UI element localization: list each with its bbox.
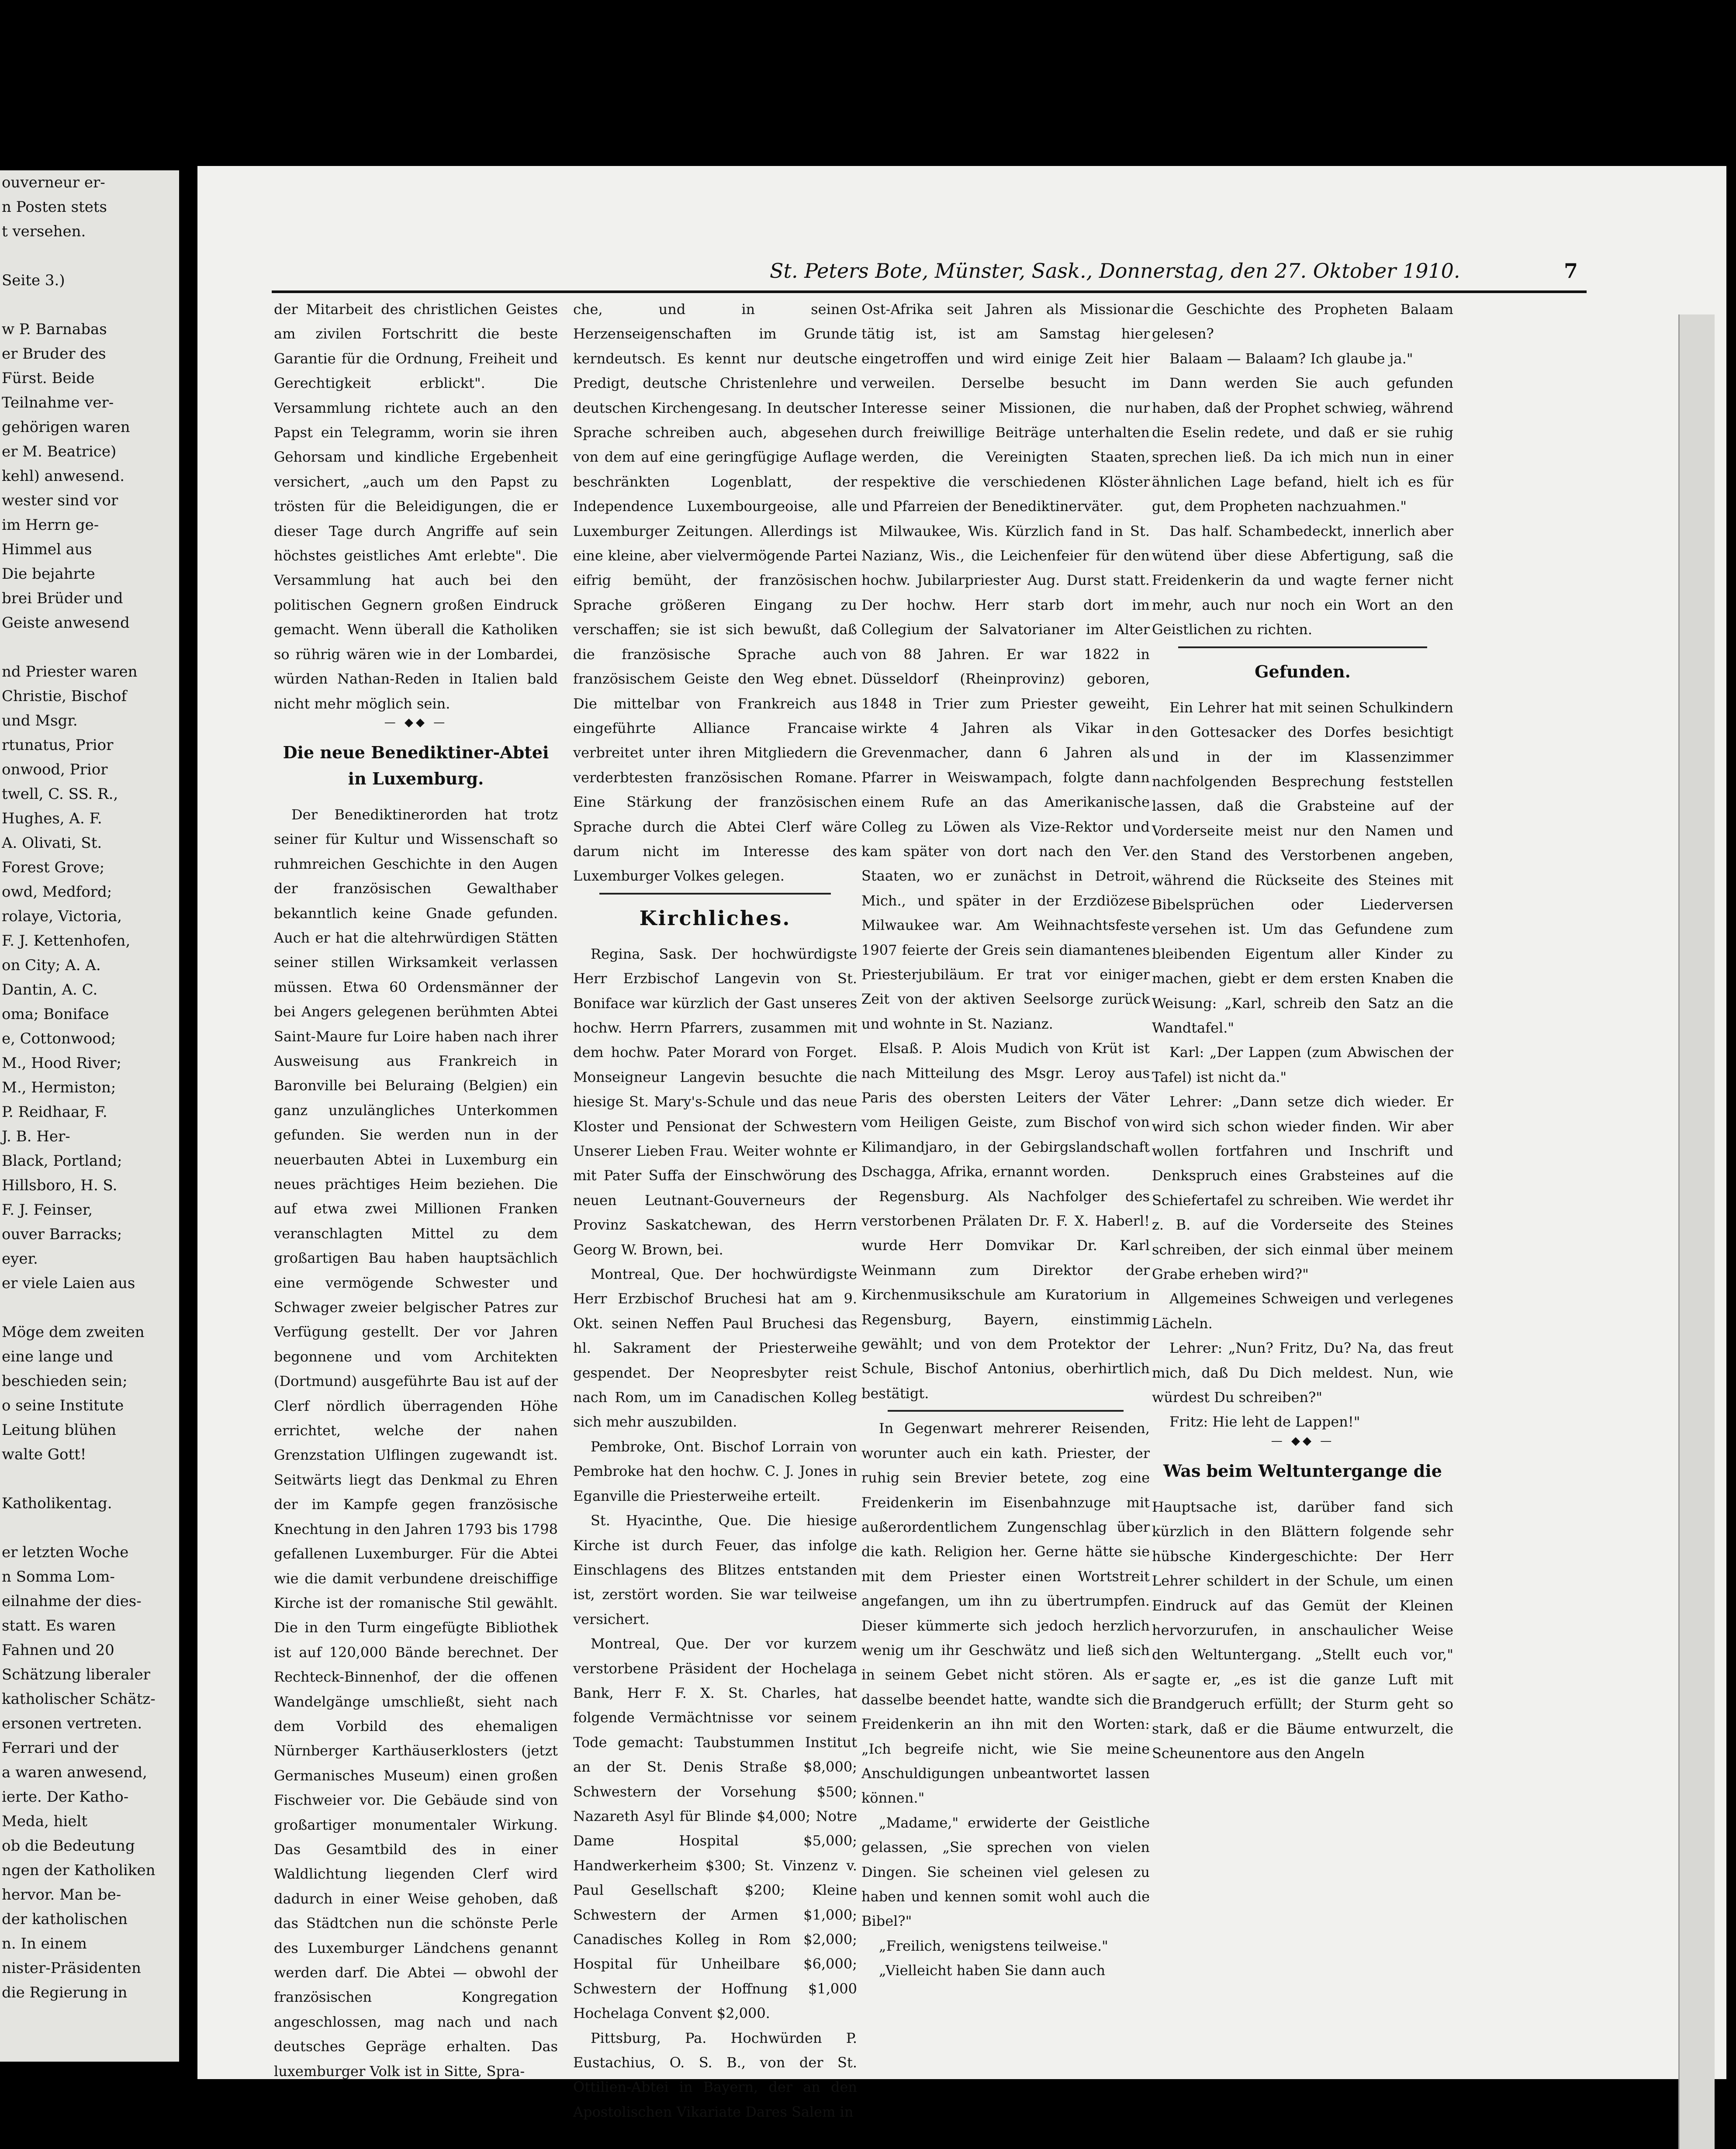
left-page-line: n Posten stets <box>2 198 107 216</box>
left-page-line: Seite 3.) <box>2 272 65 289</box>
news-item-pittsburg-cont: Ost-Afrika seit Jahren als Missionar tätig ist, ist am Samstag hier eingetroffen und wird einige Zeit hier verweilen. Derselbe besucht im Interesse seiner Missionen, die nur durch freiwillige Beiträge unterhalten werden, die Vereinigten Staaten, respektive die verschiedenen Klöster und Pfarreien der Benediktinerväter. <box>861 301 1150 515</box>
left-page-line <box>2 635 176 660</box>
story-paragraph: Allgemeines Schweigen und verlegenes Lächeln. <box>1152 1290 1453 1332</box>
left-page-line: Fahnen und 20 <box>2 1641 114 1659</box>
news-item-montreal-bequest: Montreal, Que. Der vor kurzem verstorbene Präsident der Hochelaga Bank, Herr F. X. St. Charles, hat folgende Vermächtnisse vor seinem Tode gemacht: Taubstummen Institut an der St. Denis Straße $8,000; Schwestern der Vorsehung $500; Nazareth Asyl für Blinde $4,000; Notre Dame Hospital $5,000; Handwerkerheim $300; St. Vinzenz v. Paul Gesellschaft $200; Kleine Schwestern der Armen $1,000; Canadisches Kolleg in Rom $2,000; Hospital für Unheilbare $6,000; Schwestern der Hoffnung $1,000 Hochelaga Convent $2,000. <box>573 1635 857 2022</box>
left-page-line: owd, Medford; <box>2 883 112 901</box>
left-page-line: Ferrari und der <box>2 1739 119 1757</box>
left-page-line: die Regierung in <box>2 1984 128 2001</box>
left-page-line: ouverneur er- <box>2 174 105 191</box>
left-page-line: ersonen vertreten. <box>2 1715 142 1732</box>
article-heading-weltuntergang: Was beim Weltuntergange die <box>1163 1461 1442 1481</box>
ornament-divider: — ◆◆ — <box>384 715 448 729</box>
left-page-line: rolaye, Victoria, <box>2 908 122 925</box>
column-2 <box>573 297 857 2124</box>
column-1 <box>274 297 558 2083</box>
left-page-line: t versehen. <box>2 223 86 240</box>
left-page-line: und Msgr. <box>2 712 78 729</box>
anecdote-paragraph: „Vielleicht haben Sie dann auch <box>879 1962 1106 1979</box>
left-page-line: Hillsboro, H. S. <box>2 1177 118 1194</box>
left-page-line: eilnahme der dies- <box>2 1593 142 1610</box>
left-page-line: on City; A. A. <box>2 957 101 974</box>
divider-rule <box>1178 646 1427 648</box>
left-page-line: nd Priester waren <box>2 663 138 681</box>
left-page-line: M., Hermiston; <box>2 1079 116 1096</box>
left-page-line: e, Cottonwood; <box>2 1030 116 1047</box>
left-page-line: a waren anwesend, <box>2 1764 147 1781</box>
left-page-line: n. In einem <box>2 1935 87 1952</box>
left-page-line: oma; Boniface <box>2 1005 109 1023</box>
left-page-line: Forest Grove; <box>2 859 105 876</box>
anecdote-paragraph: „Freilich, wenigstens teilweise." <box>879 1937 1108 1954</box>
newspaper-page <box>197 166 1726 2120</box>
news-item-elsass: Elsaß. P. Alois Mudich von Krüt ist nach Mitteilung des Msgr. Leroy aus Paris des obersten Leiters der Väter vom Heiligen Geiste, zum Bischof von Kilimandjaro, in der Gebirgslandschaft Dschagga, Afrika, ernannt worden. <box>861 1040 1150 1180</box>
page-number: 7 <box>1563 259 1578 283</box>
news-item-st-hyacinthe: St. Hyacinthe, Que. Die hiesige Kirche ist durch Feuer, das infolge Einschlagens des Blitzes entstanden ist, zerstört worden. Sie war teilweise versichert. <box>573 1512 857 1627</box>
left-page-line: Möge dem zweiten <box>2 1323 145 1341</box>
anecdote-cont: die Geschichte des Propheten Balaam gelesen? <box>1152 301 1453 342</box>
anecdote-paragraph: Balaam — Balaam? Ich glaube ja." <box>1169 350 1413 367</box>
anecdote-paragraph: Dann werden Sie auch gefunden haben, daß der Prophet schwieg, während die Eselin redete, und daß er sie ruhig sprechen ließ. Da ich mich nun in einer ähnlichen Lage befand, hielt ich es für gut, dem Propheten nachzuahmen." <box>1152 375 1453 515</box>
left-page-line: Teilnahme ver- <box>2 394 114 411</box>
left-page-column <box>0 170 176 2005</box>
left-page-line: gehörigen waren <box>2 418 130 436</box>
news-item-pittsburg: Pittsburg, Pa. Hochwürden P. Eustachius, O. S. B., von der St. Ottilien-Abtei in Bayern, der an den Apostolischen Vikariate Dares Salem in <box>573 2029 857 2120</box>
column-3 <box>861 297 1150 1983</box>
left-page-line: Fürst. Beide <box>2 370 95 387</box>
column-4 <box>1152 297 1453 1765</box>
left-page-line: er letzten Woche <box>2 1544 129 1561</box>
left-page-line: er Bruder des <box>2 345 106 363</box>
news-item-regensburg: Regensburg. Als Nachfolger des verstorbenen Prälaten Dr. F. X. Haberl! wurde Herr Domvikar Dr. Karl Weinmann zum Direktor der Kirchenmusikschule am Kuratorium in Regensburg, Bayern, einstimmig gewählt; und von dem Protektor der Schule, Bischof Antonius, oberhirtlich bestätigt. <box>861 1188 1150 1402</box>
left-page-line: M., Hood River; <box>2 1054 121 1072</box>
left-page-line: Schätzung liberaler <box>2 1666 150 1683</box>
story-weltuntergang: Hauptsache ist, darüber fand sich kürzlich in den Blättern folgende sehr hübsche Kindergeschichte: Der Herr Lehrer schildert in der Schule, um einen Eindruck auf das Gemüt der Kleinen hervorzurufen, in anschaulicher Weise den Weltuntergang. „Stellt euch vor," sagte er, „es ist die ganze Luft mit Brandgeruch erfüllt; der Sturm geht so stark, daß er die Bäume entwurzelt, die Scheunentore aus den Angeln <box>1152 1498 1453 1762</box>
left-page-line: F. J. Kettenhofen, <box>2 932 131 950</box>
left-page-line: w P. Barnabas <box>2 321 107 338</box>
left-page-line: brei Brüder und <box>2 590 123 607</box>
divider-rule <box>888 1410 1124 1412</box>
news-item-montreal: Montreal, Que. Der hochwürdigste Herr Erzbischof Bruchesi hat am 9. Okt. seinen Neffen Paul Bruchesi das hl. Sakrament der Priesterweihe gespendet. Der Neopresbyter reist nach Rom, um im Canadischen Kolleg sich mehr auszubilden. <box>573 1266 857 1430</box>
left-page-line: statt. Es waren <box>2 1617 116 1634</box>
left-page-line: Leitung blühen <box>2 1421 117 1439</box>
left-page-line: wester sind vor <box>2 492 118 509</box>
news-item-milwaukee: Milwaukee, Wis. Kürzlich fand in St. Nazianz, Wis., die Leichenfeier für den hochw. Jubilarpriester Aug. Durst statt. Der hochw. Herr starb dort im Collegium der Salvatorianer im Alter von 88 Jahren. Er war 1822 in Düsseldorf (Rheinprovinz) geboren, 1848 in Trier zum Priester geweiht, wirkte 4 Jahren als Vikar in Grevenmacher, dann 6 Jahren als Pfarrer in Weiswampach, folgte dann einem Rufe an das Amerikanische Colleg zu Löwen als Vize-Rektor und kam später von dort nach den Ver. Staaten, wo er zunächst in Detroit, Mich., und später in der Erzdiözese Milwaukee war. Am Weihnachtsfeste 1907 feierte der Greis sein diamantenes Priesterjubiläum. Er trat vor einiger Zeit von der aktiven Seelsorge zurück und wohnte in St. Nazianz. <box>861 522 1150 1032</box>
left-page-fragment <box>0 170 179 2062</box>
story-paragraph: Lehrer: „Dann setze dich wieder. Er wird sich schon wieder finden. Wir aber wollen fortfahren und Inschrift und Denkspruch eines Grabsteines auf die Schiefertafel zu schreiben. Wie werdet ihr z. B. auf die Vorderseite des Steines schreiben, der sich einmal über meinem Grabe erheben wird?" <box>1152 1093 1453 1283</box>
left-page-line: Christie, Bischof <box>2 688 127 705</box>
left-page-line: n Somma Lom- <box>2 1568 115 1586</box>
left-page-line: A. Olivati, St. <box>2 834 102 852</box>
left-page-line: nister-Präsidenten <box>2 1959 141 1977</box>
left-page-line: Katholikentag. <box>2 1495 112 1512</box>
left-page-line <box>2 244 176 268</box>
left-page-line: walte Gott! <box>2 1446 86 1463</box>
section-heading-kirchliches: Kirchliches. <box>639 906 791 930</box>
left-page-line <box>2 1516 176 1540</box>
left-page-line: Black, Portland; <box>2 1152 122 1170</box>
left-page-line: der katholischen <box>2 1911 128 1928</box>
left-page-line: P. Reidhaar, F. <box>2 1103 107 1121</box>
left-page-line: Dantin, A. C. <box>2 981 98 998</box>
left-page-line: twell, C. SS. R., <box>2 785 118 803</box>
ornament-divider: — ◆◆ — <box>1271 1434 1335 1448</box>
left-page-line: F. J. Feinser, <box>2 1201 93 1219</box>
left-page-line: eine lange und <box>2 1348 114 1365</box>
left-page-line: o seine Institute <box>2 1397 124 1414</box>
left-page-line: onwood, Prior <box>2 761 108 778</box>
anecdote-paragraph: „Madame," erwiderte der Geistliche gelassen, „Sie sprechen von vielen Dingen. Sie scheinen viel gelesen zu haben und kennen somit wohl auch die Bibel?" <box>861 1814 1150 1930</box>
anecdote-freidenkerin: In Gegenwart mehrerer Reisenden, worunter auch ein kath. Priester, der ruhig sein Brevier betete, zog eine Freidenkerin im Eisenbahnzuge mit außerordentlichem Zungenschlag über die kath. Religion her. Gerne hätte sie mit dem Priester einen Wortstreit angefangen, um ihn zu übertrumpfen. Dieser kümmerte sich jedoch herzlich wenig um ihr Geschwätz und ließ sich in seinem Gebet nicht stören. Als er dasselbe beendet hatte, wandte sich die Freidenkerin an ihn mit den Worten: „Ich begreife nicht, wie Sie meine Anschuldigungen unbeantwortet lassen können." <box>861 1420 1150 1807</box>
left-page-line: Geiste anwesend <box>2 614 130 632</box>
news-item-pembroke: Pembroke, Ont. Bischof Lorrain von Pembroke hat den hochw. C. J. Jones in Eganville die Priesterweihe erteilt. <box>573 1438 857 1504</box>
page-edge <box>1678 314 1715 2149</box>
story-gefunden: Ein Lehrer hat mit seinen Schulkindern den Gottesacker des Dorfes besichtigt und in der im Klassenzimmer nachfolgenden Besprechung feststellen lassen, daß die Grabsteine auf der Vorderseite meist nur den Namen und den Stand des Verstorbenen angeben, während die Rückseite des Steines mit Bibelsprüchen oder Liederversen versehen ist. Um das Gefundene zum bleibenden Eigentum aller Kinder zu machen, giebt er dem ersten Knaben die Weisung: „Karl, schreib den Satz an die Wandtafel." <box>1152 699 1453 1036</box>
left-page-line: ngen der Katholiken <box>2 1862 156 1879</box>
article-heading-abtei: Die neue Benediktiner-Abtei in Luxemburg. <box>283 742 549 788</box>
anecdote-paragraph: Das half. Schambedeckt, innerlich aber wütend über diese Abfertigung, saß die Freidenkerin da und wagte ferner nicht mehr, auch nur noch ein Wort an den Geistlichen zu richten. <box>1152 522 1453 638</box>
left-page-line: er viele Laien aus <box>2 1275 135 1292</box>
left-page-line: kehl) anwesend. <box>2 467 124 485</box>
left-page-line: Meda, hielt <box>2 1813 88 1830</box>
left-page-line: rtunatus, Prior <box>2 736 114 754</box>
left-page-line: er M. Beatrice) <box>2 443 117 460</box>
left-page-line: J. B. Her- <box>2 1128 70 1145</box>
left-page-line: Hughes, A. F. <box>2 810 102 827</box>
left-page-line: beschieden sein; <box>2 1372 128 1390</box>
left-page-line: Die bejahrte <box>2 565 95 583</box>
left-page-line: katholischer Schätz- <box>2 1690 156 1708</box>
masthead-title: St. Peters Bote, Münster, Sask., Donnerstag, den 27. Oktober 1910. <box>770 259 1460 283</box>
story-paragraph: Karl: „Der Lappen (zum Abwischen der Tafel) ist nicht da." <box>1152 1044 1453 1085</box>
left-page-line <box>2 1467 176 1491</box>
left-page-line: im Herrn ge- <box>2 516 99 534</box>
left-page-line <box>2 293 176 317</box>
story-paragraph: Fritz: Hie leht de Lappen!" <box>1169 1413 1360 1430</box>
divider-rule <box>599 893 831 895</box>
article-body-abtei: Der Benediktinerorden hat trotz seiner für Kultur und Wissenschaft so ruhmreichen Geschichte in den Augen der französischen Gewalthaber bekanntlich keine Gnade gefunden. Auch er hat die altehrwürdigen Stätten seiner stillen Wirksamkeit verlassen müssen. Etwa 60 Ordensmänner der bei Angers gelegenen berühmten Abtei Saint-Maure fur Loire haben nach ihrer Ausweisung aus Frankreich in Baronville bei Beluraing (Belgien) ein ganz unzulängliches Unterkommen gefunden. Sie werden nun in der neuerbauten Abtei in Luxemburg ein neues prächtiges Heim beziehen. Die auf etwa zwei Millionen Franken veranschlagten Mittel zu dem großartigen Bau haben hauptsächlich eine vermögende Schwester und Schwager zweier belgischer Patres zur Verfügung gestellt. Der vor Jahren begonnene und vom Architekten (Dortmund) ausgeführte Bau ist auf der Clerf nördlich überragenden Höhe errichtet, welche der nahen Grenzstation Ulflingen zugewandt ist. Seitwärts liegt das Denkmal zu Ehren der im Kampfe gegen französische Knechtung in den Jahren 1793 bis 1798 gefallenen Luxemburger. Für die Abtei wie die damit verbundene dreischiffige Kirche ist der romanische Stil gewählt. Die in den Turm eingefügte Bibliothek ist auf 120,000 Bände berechnet. Der Rechteck-Binnenhof, der die offenen Wandelgänge umschließt, sieht nach dem Vorbild des ehemaligen Nürnberger Karthäuserklosters (jetzt Germanisches Museum) einen großen Fischweier vor. Die Gebäude sind von großartiger monumentaler Wirkung. Das Gesamtbild des in einer Waldlichtung liegenden Clerf wird dadurch in einer Weise gehoben, daß das Städtchen nun die schönste Perle des Luxemburger Ländchens genannt werden darf. Die Abtei — obwohl der französischen Kongregation angeschlossen, mag nach und nach deutsches Gepräge erhalten. Das luxemburger Volk ist in Sitte, Spra- <box>274 806 558 2080</box>
left-page-line: ierte. Der Katho- <box>2 1788 129 1806</box>
page-header <box>272 251 1587 293</box>
news-item-regina: Regina, Sask. Der hochwürdigste Herr Erzbischof Langevin von St. Boniface war kürzlich der Gast unseres hochw. Herrn Pfarrers, zusammen mit dem hochw. Pater Morard von Forget. Monseigneur Langevin besuchte die hiesige St. Mary's-Schule und das neue Kloster und Pensionat der Schwestern Unserer Lieben Frau. Weiter wohnte er mit Pater Suffa der Einschwörung des neuen Leutnant-Gouverneurs der Provinz Saskatchewan, des Herrn Georg W. Brown, bei. <box>573 945 857 1258</box>
left-page-line: ouver Barracks; <box>2 1226 122 1243</box>
article-continuation: der Mitarbeit des christlichen Geistes am zivilen Fortschritt die beste Garantie für die Ordnung, Freiheit und Gerechtigkeit erblickt". Die Versammlung richtete auch an den Papst ein Telegramm, worin sie ihren Gehorsam und kindliche Ergebenheit versichert, „auch um den Papst zu trösten für die Beleidigungen, die er dieser Tage durch Angriffe auf sein höchstes geistliches Amt erlebte". Die Versammlung hat auch bei den politischen Gegnern großen Eindruck gemacht. Wenn überall die Katholiken so rührig wären wie in der Lombardei, würden Nathan-Reden in Italien bald nicht mehr möglich sein. <box>274 301 558 712</box>
left-page-line: hervor. Man be- <box>2 1886 121 1904</box>
left-page-line: ob die Bedeutung <box>2 1837 135 1855</box>
article-heading-gefunden: Gefunden. <box>1255 661 1351 681</box>
left-page-line: Himmel aus <box>2 541 92 558</box>
article-body-abtei-cont: che, und in seinen Herzenseigenschaften im Grunde kerndeutsch. Es kennt nur deutsche Predigt, deutsche Christenlehre und deutschen Kirchengesang. In deutscher Sprache schreiben auch, abgesehen von dem auf eine geringfügige Auflage beschränkten Logenblatt, der Independence Luxembourgeoise, alle Luxemburger Zeitungen. Allerdings ist eine kleine, aber vielvermögende Partei eifrig bemüht, der französischen Sprache größeren Eingang zu verschaffen; sie ist sich bewußt, daß die französische Sprache auch französischem Geiste den Weg ebnet. Die mittelbar von Frankreich aus eingeführte Alliance Francaise verbreitet unter ihren Mitgliedern die verderbtesten französischen Romane. Eine Stärkung der französischen Sprache durch die Abtei Clerf wäre darum nicht im Interesse des Luxemburger Volkes gelegen. <box>573 301 857 884</box>
left-page-line <box>2 1296 176 1320</box>
left-page-line: eyer. <box>2 1250 38 1268</box>
story-paragraph: Lehrer: „Nun? Fritz, Du? Na, das freut mich, daß Du Dich meldest. Nun, wie würdest Du schreiben?" <box>1152 1340 1453 1406</box>
